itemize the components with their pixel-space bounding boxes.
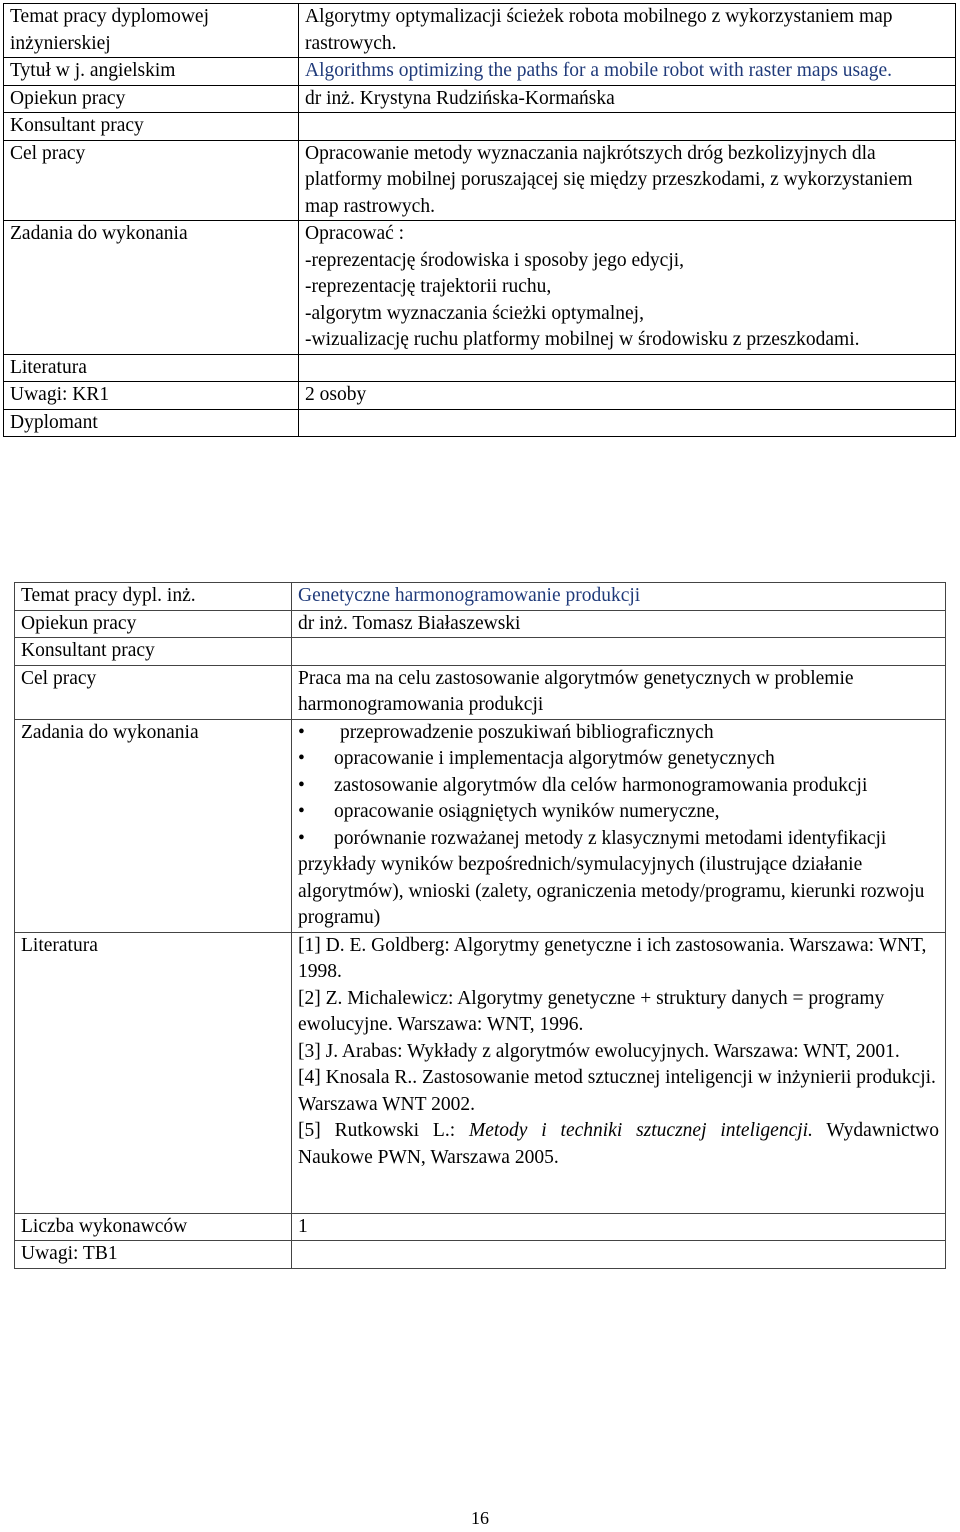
- row-value: Praca ma na celu zastosowanie algorytmów genetycznych w problemie harmonogramowania produkcji: [292, 665, 946, 719]
- row-label: Dyplomant: [4, 409, 299, 437]
- row-value: [299, 409, 956, 437]
- table-row: [15, 1241, 946, 1269]
- row-label: Temat pracy dyplomowej inżynierskiej: [4, 4, 299, 58]
- thesis-table-1: [3, 3, 956, 437]
- table-row: [4, 85, 956, 113]
- reference-item: [2] Z. Michalewicz: Algorytmy genetyczne + struktury danych = programy ewolucyjne. Warszawa: WNT, 1996.: [298, 987, 885, 1035]
- task-list: [298, 720, 939, 853]
- table-row: [4, 58, 956, 86]
- reference-publisher: Wydawnictwo Naukowe PWN, Warszawa 2005.: [298, 1120, 939, 1168]
- row-label: Cel pracy: [4, 140, 299, 221]
- row-label: Liczba wykonawców: [15, 1213, 292, 1241]
- table-row: [15, 1213, 946, 1241]
- table-row: [4, 140, 956, 221]
- row-label: Literatura: [15, 932, 292, 1213]
- task-text: przeprowadzenie poszukiwań bibliograficznych: [340, 721, 714, 743]
- task-line: -reprezentację trajektorii ruchu,: [305, 276, 552, 297]
- reference-title: Metody i techniki sztucznej inteligencji.: [468, 1120, 813, 1141]
- task-line: -reprezentację środowiska i sposoby jego edycji,: [305, 249, 685, 271]
- row-label: Uwagi: KR1: [4, 382, 299, 410]
- row-value: 1: [292, 1213, 946, 1241]
- reference-item: [4] Knosala R.. Zastosowanie metod sztucznej inteligencji w inżynierii produkcji. Warszawa WNT 2002.: [298, 1067, 936, 1115]
- row-label: Konsultant pracy: [4, 113, 299, 141]
- list-item: [298, 720, 939, 747]
- reference-item: [298, 1118, 939, 1171]
- reference-item: [1] D. E. Goldberg: Algorytmy genetyczne i ich zastosowania. Warszawa: WNT, 1998.: [298, 934, 927, 982]
- list-item: • porównanie rozważanej metody z klasycznymi metodami identyfikacji: [298, 826, 939, 853]
- table-row: [4, 354, 956, 382]
- row-label: Tytuł w j. angielskim: [4, 58, 299, 86]
- table-row: [4, 409, 956, 437]
- row-value: [299, 354, 956, 382]
- row-label: Opiekun pracy: [4, 85, 299, 113]
- tasks-intro: Opracować :: [305, 223, 405, 244]
- table-row: [4, 113, 956, 141]
- row-value: 2 osoby: [299, 382, 956, 410]
- table-row: [15, 638, 946, 666]
- row-value: [299, 221, 956, 355]
- row-value: [292, 638, 946, 666]
- thesis-table-2: [14, 582, 946, 1269]
- row-label: Literatura: [4, 354, 299, 382]
- row-label: Zadania do wykonania: [4, 221, 299, 355]
- row-label: Opiekun pracy: [15, 610, 292, 638]
- table-row: [4, 4, 956, 58]
- row-label: Uwagi: TB1: [15, 1241, 292, 1269]
- row-value: [292, 719, 946, 932]
- list-item: • opracowanie osiągniętych wyników numeryczne,: [298, 799, 939, 826]
- page-number: 16: [471, 1508, 489, 1528]
- row-value: Algorithms optimizing the paths for a mobile robot with raster maps usage.: [299, 58, 956, 86]
- list-item: • opracowanie i implementacja algorytmów genetycznych: [298, 746, 939, 773]
- table-row: [15, 719, 946, 932]
- row-value: Genetyczne harmonogramowanie produkcji: [292, 583, 946, 611]
- row-value: dr inż. Tomasz Białaszewski: [292, 610, 946, 638]
- table-row: [4, 221, 956, 355]
- row-label: Cel pracy: [15, 665, 292, 719]
- row-label: Konsultant pracy: [15, 638, 292, 666]
- table-row: [15, 932, 946, 1213]
- reference-author: [5] Rutkowski L.:: [298, 1120, 469, 1141]
- task-line: -wizualizację ruchu platformy mobilnej w środowisku z przeszkodami.: [305, 329, 860, 350]
- table-row: [15, 610, 946, 638]
- row-value: [299, 113, 956, 141]
- row-value: dr inż. Krystyna Rudzińska-Kormańska: [299, 85, 956, 113]
- list-item: • zastosowanie algorytmów dla celów harmonogramowania produkcji: [298, 773, 939, 800]
- task-line: -algorytm wyznaczania ścieżki optymalnej,: [305, 302, 644, 324]
- reference-item: [3] J. Arabas: Wykłady z algorytmów ewolucyjnych. Warszawa: WNT, 2001.: [298, 1040, 900, 1062]
- table-row: [4, 382, 956, 410]
- tasks-summary: przykłady wyników bezpośrednich/symulacyjnych (ilustrujące działanie algorytmów), wnioski (zalety, ograniczenia metody/programu, kierunki rozwoju programu): [298, 854, 925, 928]
- row-value: Opracowanie metody wyznaczania najkrótszych dróg bezkolizyjnych dla platformy mobilnej poruszającej się między przeszkodami, z wykorzystaniem map rastrowych.: [299, 140, 956, 221]
- table-row: [15, 583, 946, 611]
- row-value: [292, 932, 946, 1213]
- row-label: Temat pracy dypl. inż.: [15, 583, 292, 611]
- row-value: [292, 1241, 946, 1269]
- row-value: Algorytmy optymalizacji ścieżek robota mobilnego z wykorzystaniem map rastrowych.: [299, 4, 956, 58]
- table-row: [15, 665, 946, 719]
- row-label: Zadania do wykonania: [15, 719, 292, 932]
